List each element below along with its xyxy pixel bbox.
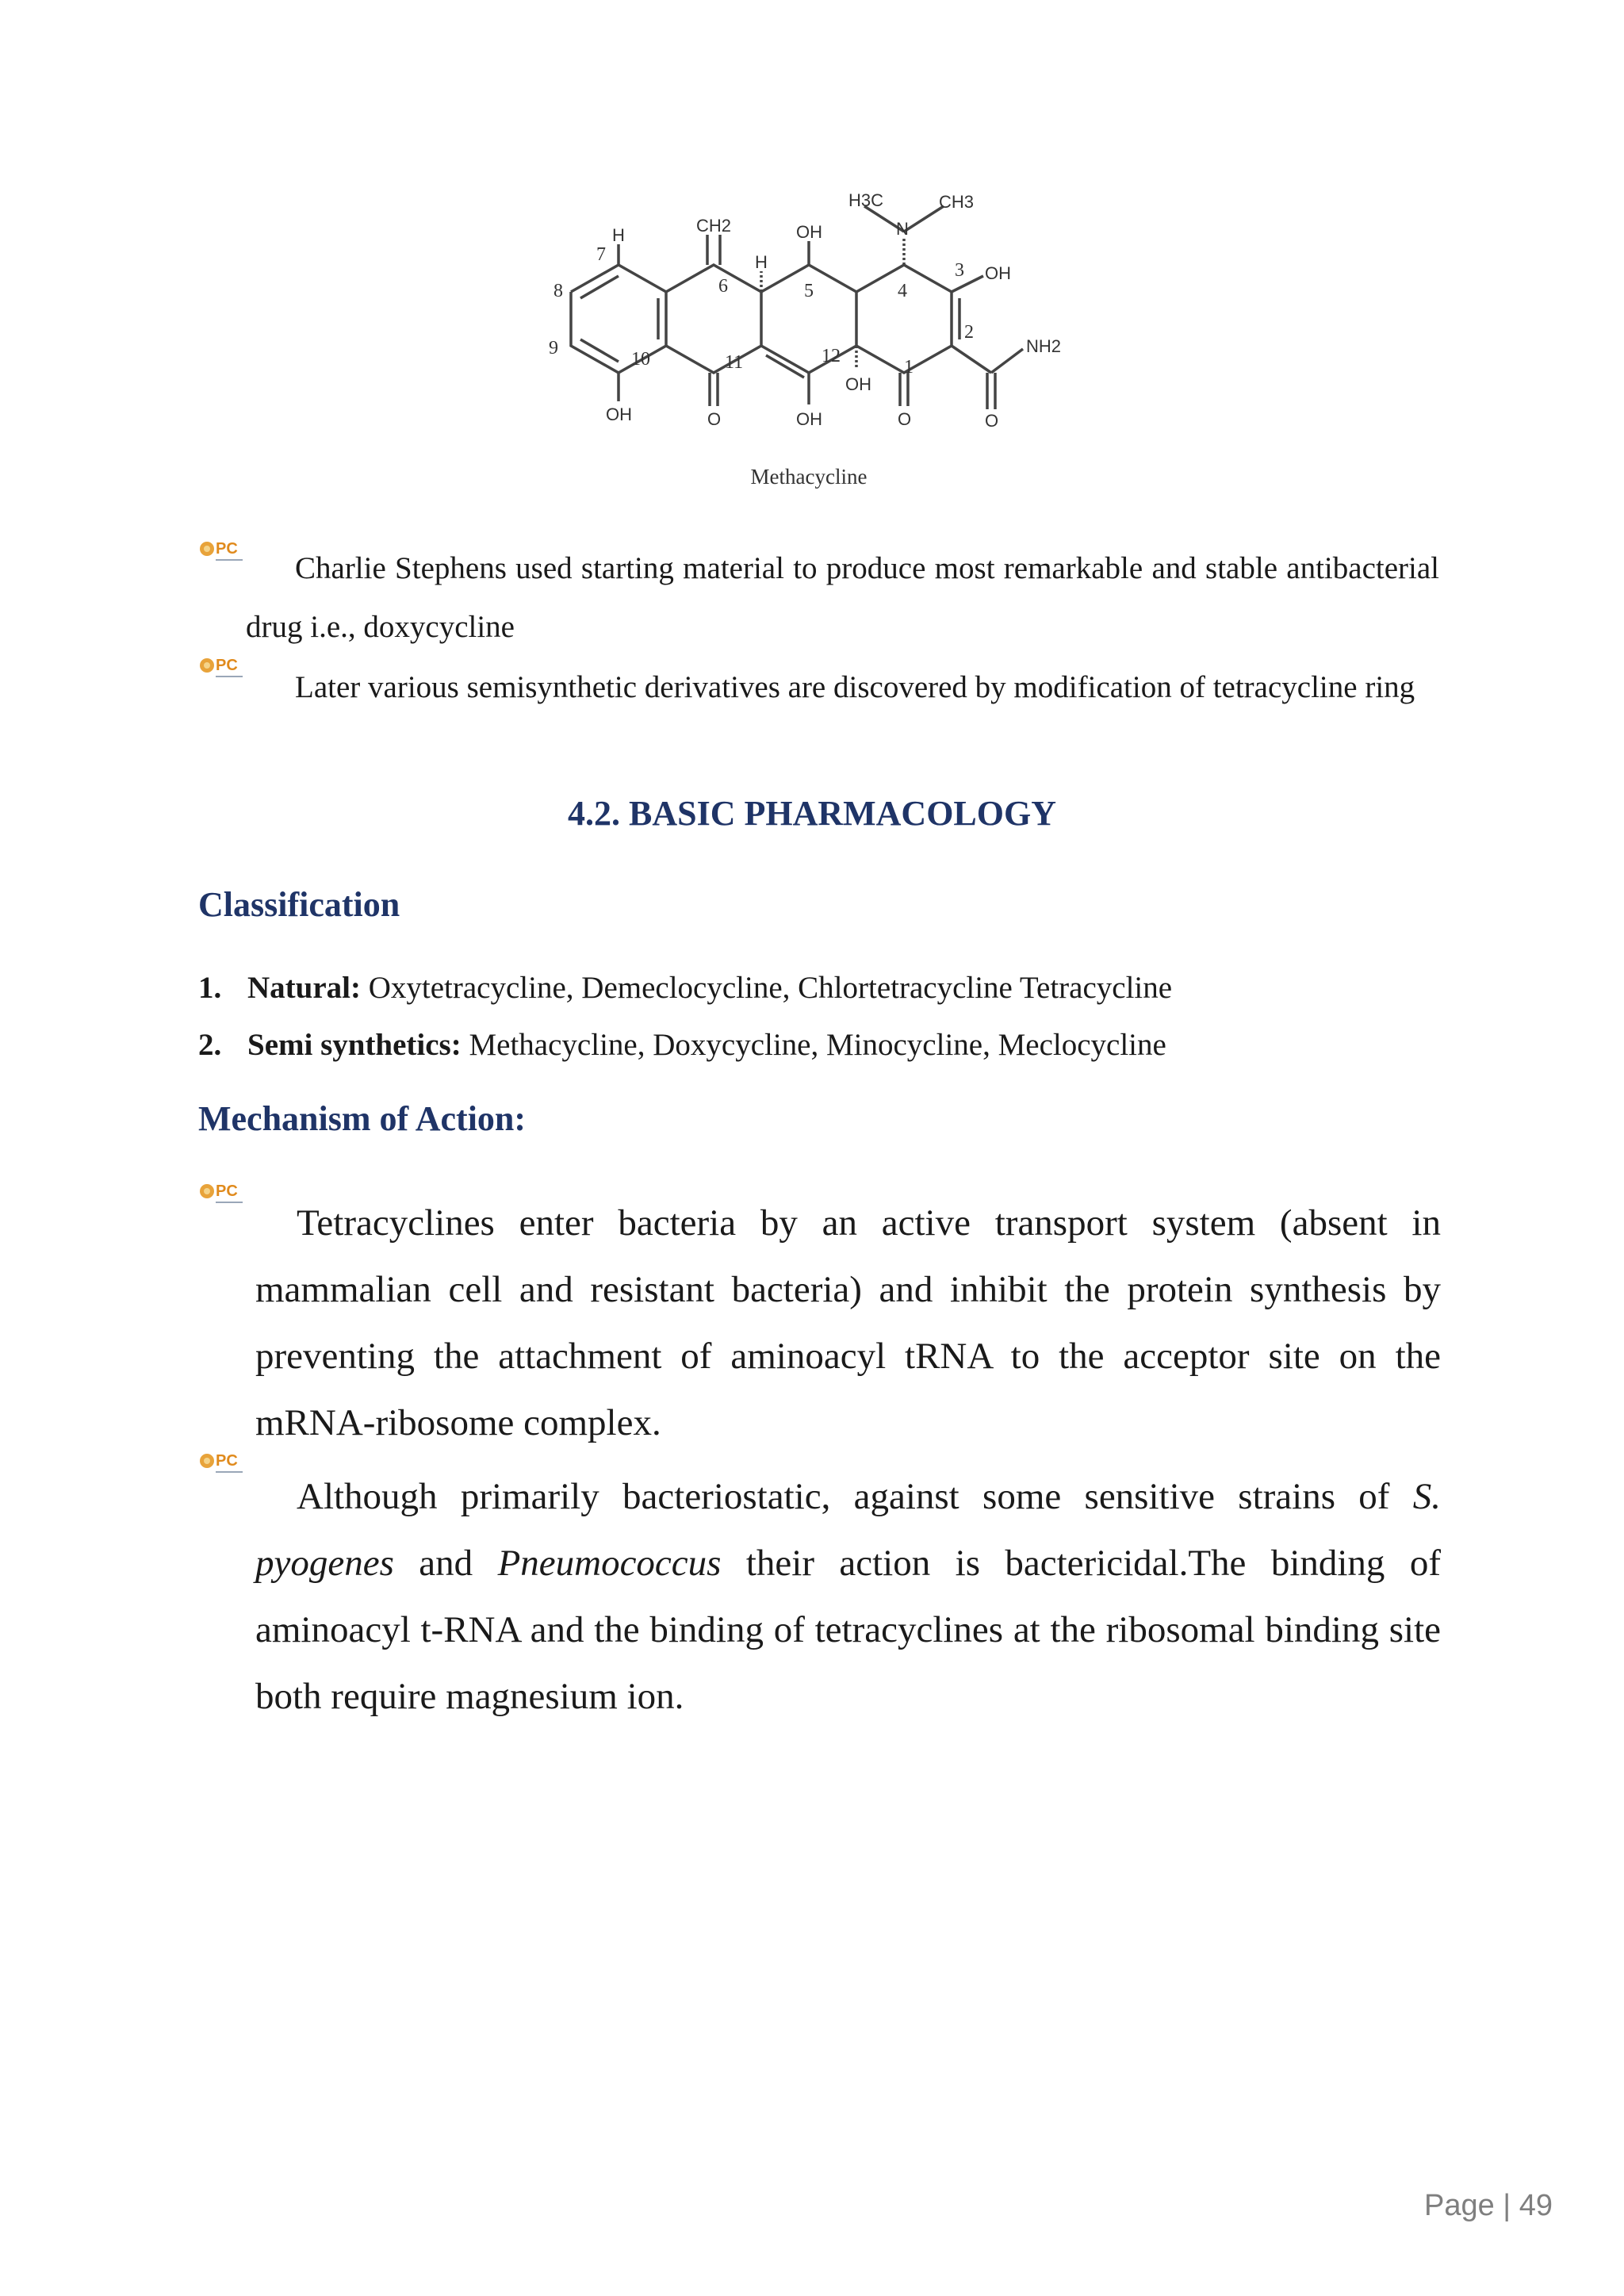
mechanism-heading: Mechanism of Action:	[198, 1099, 527, 1138]
figure-caption: Methacycline	[750, 465, 868, 489]
methacycline-structure-diagram	[523, 182, 1094, 500]
bullet-text: Charlie Stephens used starting material to produce most remarkable and stable antibacterial drug i.e., doxycycline	[246, 551, 1439, 644]
label-oh-5: OH	[796, 222, 822, 242]
label-h-7: H	[612, 225, 625, 245]
pc-bullet-icon	[198, 1180, 244, 1212]
label-oh-3: OH	[985, 263, 1011, 283]
label-h3c: H3C	[848, 190, 884, 210]
ring-number-10: 10	[631, 349, 650, 370]
svg-text:PC: PC	[216, 540, 238, 558]
bullet-paragraph-1	[246, 539, 1439, 657]
mechanism-paragraph-2: Although primarily bacteriostatic, against some sensitive strains of S. pyogenes and Pneumococcus their action is bactericidal.The binding of aminoacyl t-RNA and the binding of tetracyclines at the ribosomal binding site both require magnesium ion.	[255, 1476, 1441, 1717]
ring-number-6: 6	[718, 276, 728, 297]
label-oh-12: OH	[796, 409, 822, 429]
page-number: Page | 49	[1423, 2189, 1553, 2222]
methacycline-structure-figure	[523, 182, 1094, 500]
label-h-6: H	[755, 252, 768, 272]
ring-number-9: 9	[549, 338, 558, 358]
svg-text:PC: PC	[216, 657, 238, 674]
label-nh2: NH2	[1026, 336, 1062, 356]
mechanism-paragraph-1: Tetracyclines enter bacteria by an active transport system (absent in mammalian cell and resistant bacteria) and inhibit the protein synthesis by preventing the attachment of aminoacyl tRNA to the acceptor site on the mRNA-ribosome complex.	[255, 1202, 1441, 1443]
label-o-11: O	[707, 409, 722, 429]
ring-number-7: 7	[596, 244, 606, 265]
bullet-text: Later various semisynthetic derivatives are discovered by modification of tetracycline ring	[295, 670, 1415, 704]
ring-number-8: 8	[553, 281, 563, 301]
label-ch2: CH2	[696, 216, 732, 236]
list-item: 2. Semi synthetics: Methacycline, Doxycycline, Minocycline, Meclocycline	[198, 1028, 1166, 1062]
ring-number-2: 2	[964, 322, 974, 343]
svg-text:PC: PC	[216, 1182, 238, 1200]
pc-bullet-icon	[198, 654, 244, 686]
section-title: 4.2. BASIC PHARMACOLOGY	[567, 794, 1057, 833]
label-o-1: O	[898, 409, 912, 429]
pc-bullet-icon	[198, 1450, 244, 1481]
classification-list	[198, 960, 1172, 1074]
ring-number-1: 1	[904, 357, 914, 378]
list-item: 1. Natural: Oxytetracycline, Demeclocycline, Chlortetracycline Tetracycline	[198, 971, 1173, 1005]
ring-number-12: 12	[822, 346, 841, 366]
label-o-amide: O	[985, 411, 999, 431]
ring-number-3: 3	[955, 260, 964, 281]
label-ch3: CH3	[939, 192, 975, 212]
pc-bullet-icon	[198, 538, 244, 569]
label-n: N	[896, 219, 909, 239]
ring-number-11: 11	[725, 352, 744, 373]
classification-heading: Classification	[198, 885, 400, 924]
bullet-paragraph-2	[246, 658, 1439, 717]
ring-number-4: 4	[898, 281, 907, 301]
ring-number-5: 5	[804, 281, 814, 301]
label-oh-10: OH	[606, 404, 632, 424]
label-oh-12a: OH	[845, 374, 871, 394]
svg-text:PC: PC	[216, 1452, 238, 1470]
